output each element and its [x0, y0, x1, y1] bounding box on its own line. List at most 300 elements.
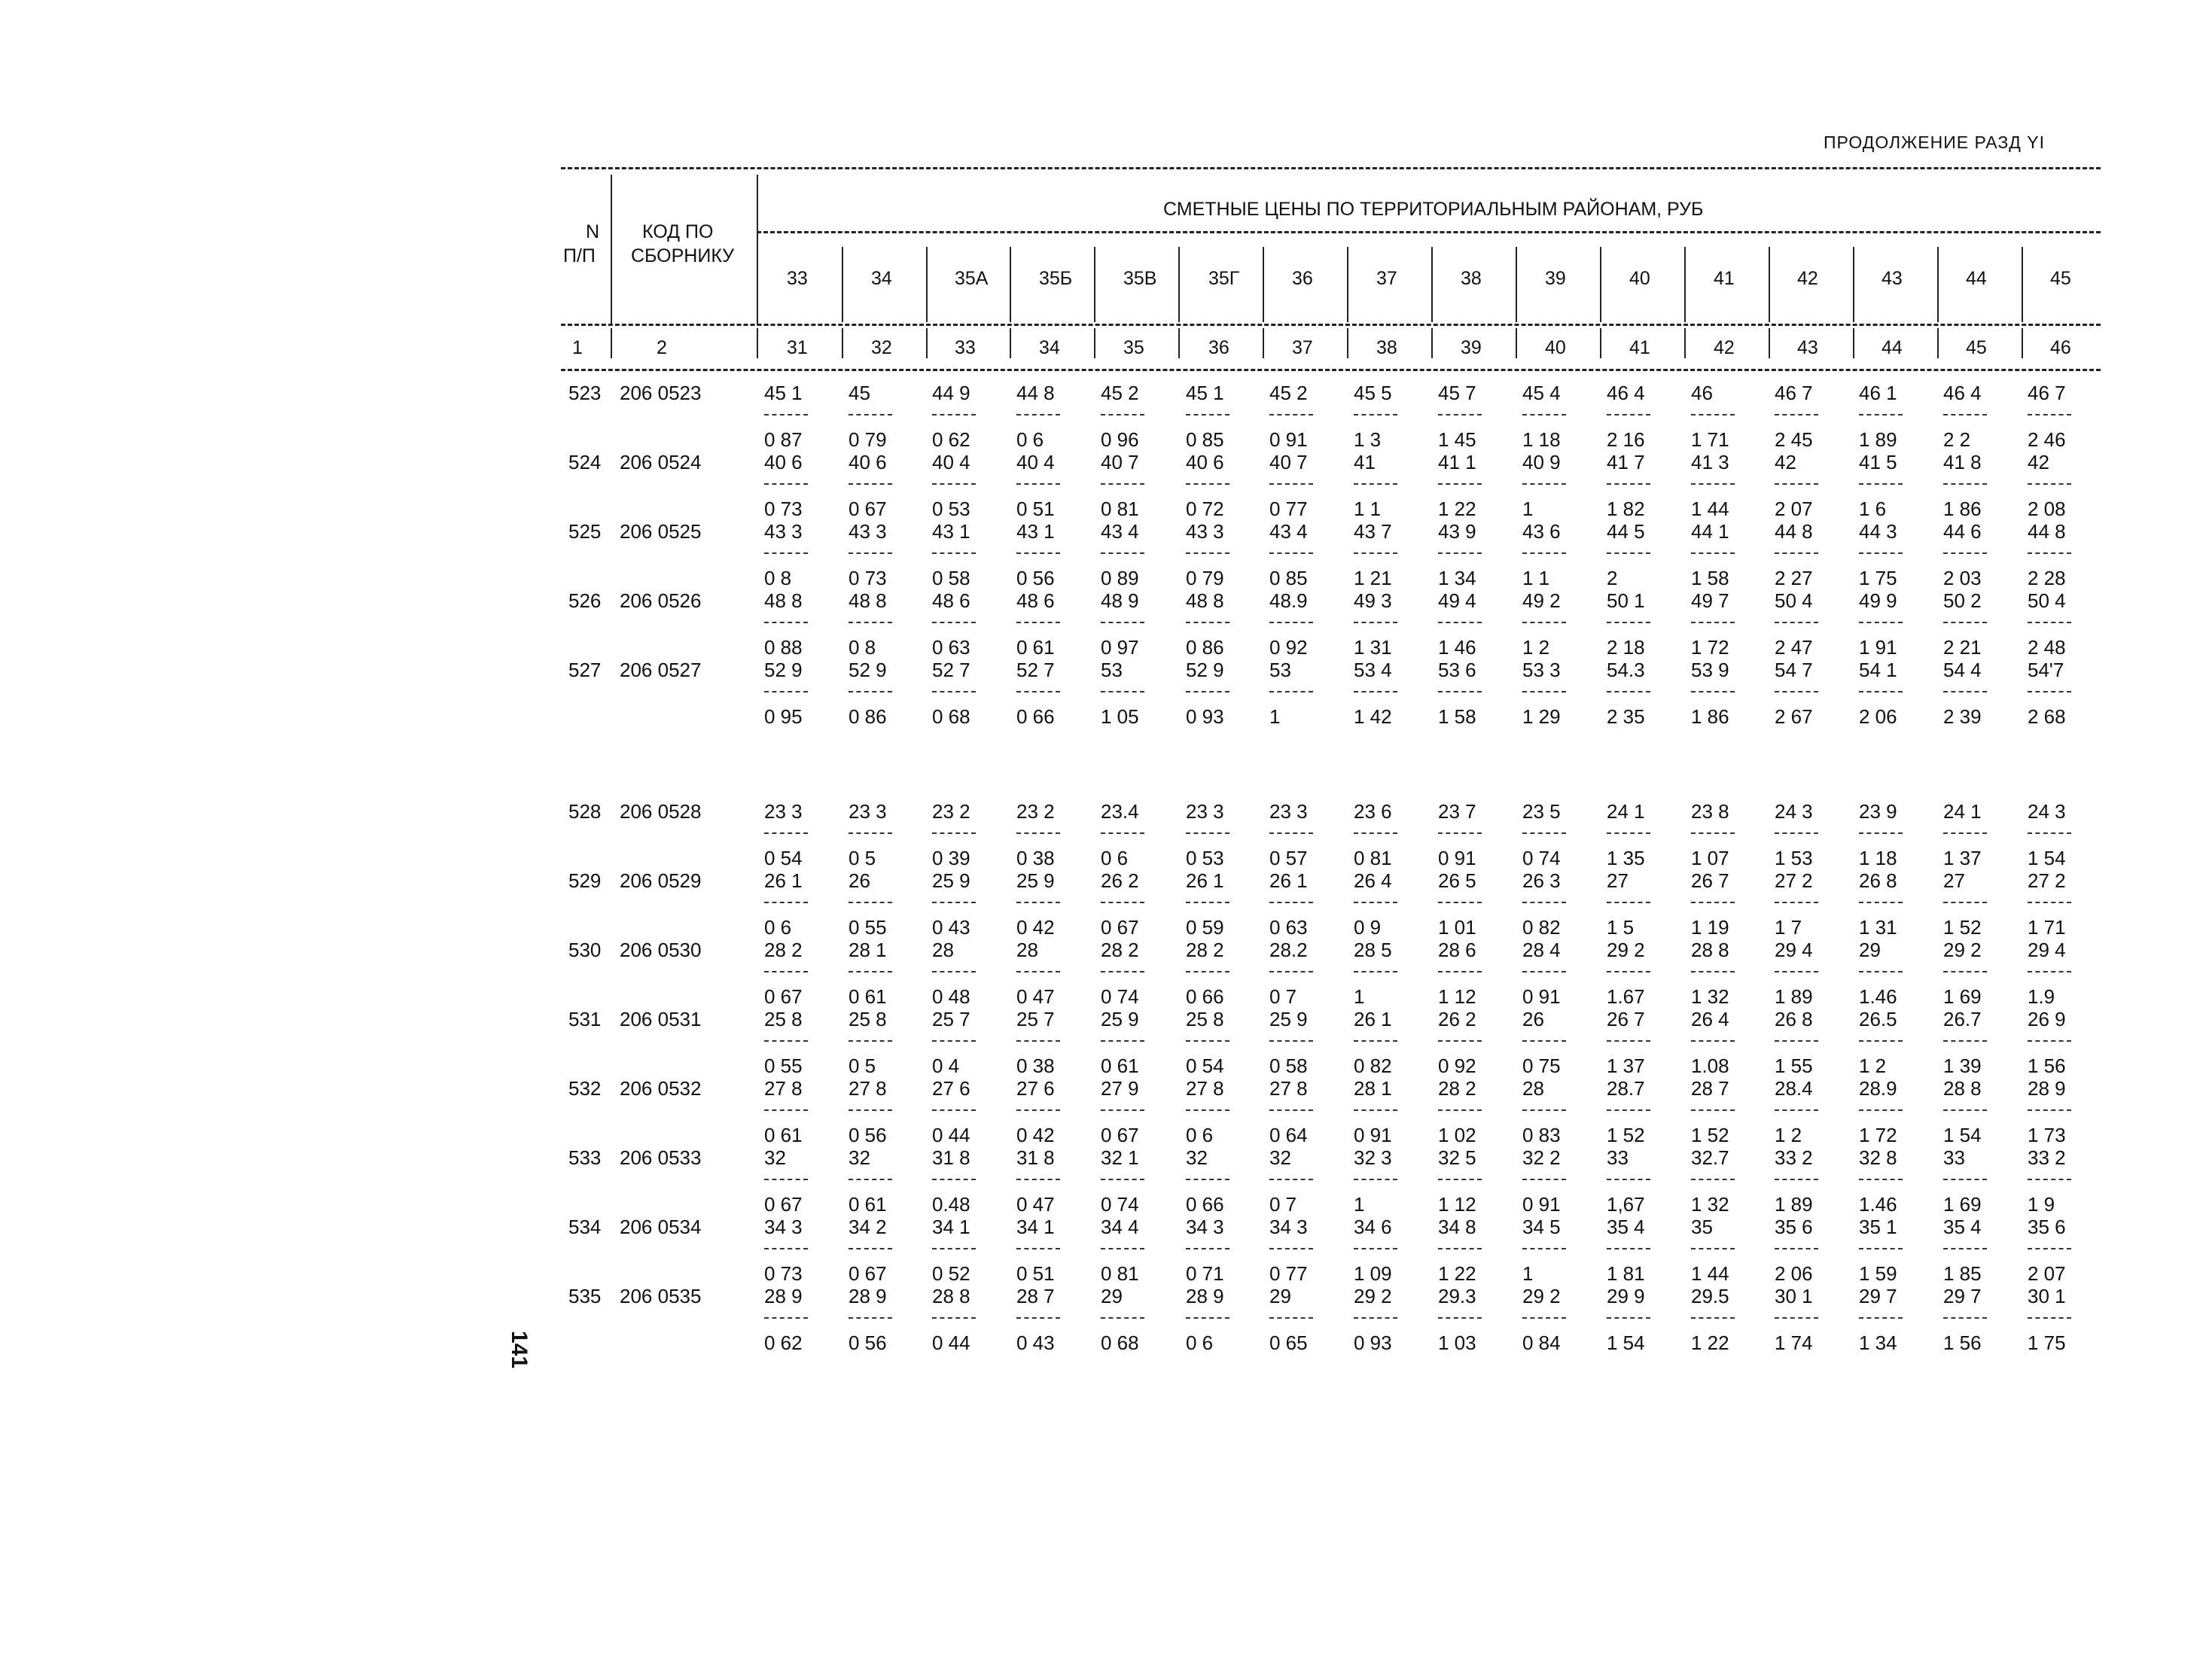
price-value: 29 7: [1943, 1285, 1982, 1307]
header-bottom-rule: [561, 369, 2101, 371]
price-subvalue: 1: [1522, 498, 1534, 520]
fraction-bar: [1354, 1248, 1397, 1249]
price-subvalue: 0 95: [764, 705, 803, 728]
price-value: 26.7: [1943, 1008, 1982, 1030]
price-subvalue: 1 22: [1438, 1262, 1476, 1285]
price-subvalue: 0 85: [1186, 428, 1224, 451]
price-value: 28 9: [849, 1285, 887, 1307]
fraction-bar: [2028, 552, 2071, 554]
price-subvalue: 0 65: [1269, 1332, 1308, 1354]
price-subvalue: 1 1: [1522, 567, 1550, 589]
price-subvalue: 0 58: [932, 567, 970, 589]
row-code: 206 0529: [620, 869, 702, 892]
price-subvalue: 1 37: [1607, 1055, 1645, 1077]
price-subvalue: 1 2: [1859, 1055, 1887, 1077]
price-value: 23 2: [1016, 800, 1055, 823]
price-subvalue: 0 81: [1101, 1262, 1139, 1285]
fraction-bar: [1438, 832, 1482, 834]
price-value: 50 2: [1943, 589, 1982, 612]
price-value: 45 1: [1186, 382, 1224, 404]
fraction-bar: [1522, 552, 1566, 554]
price-value: 29: [1859, 939, 1881, 961]
price-subvalue: 1 6: [1859, 498, 1887, 520]
price-subvalue: 0 9: [1354, 916, 1382, 939]
index-separator: [757, 328, 758, 358]
price-value: 23 3: [1186, 800, 1224, 823]
price-subvalue: 0 74: [1522, 847, 1561, 869]
price-value: 27 8: [1186, 1077, 1224, 1100]
price-value: 34 6: [1354, 1216, 1392, 1238]
price-value: 24 3: [2028, 800, 2066, 823]
fraction-bar: [1186, 832, 1229, 834]
district-separator: [757, 247, 758, 322]
price-subvalue: 1 56: [2028, 1055, 2066, 1077]
index-separator: [1516, 328, 1517, 358]
price-value: 46 7: [1775, 382, 1813, 404]
fraction-bar: [1101, 971, 1144, 972]
row-code: 206 0525: [620, 520, 702, 543]
price-subvalue: 0 91: [1354, 1124, 1392, 1146]
fraction-bar: [1691, 1248, 1735, 1249]
price-subvalue: 1 75: [2028, 1332, 2066, 1354]
price-value: 32: [1269, 1146, 1291, 1169]
fraction-bar: [1016, 483, 1060, 485]
price-subvalue: 0 7: [1269, 985, 1297, 1008]
fraction-bar: [1438, 1317, 1482, 1319]
fraction-bar: [1943, 971, 1987, 972]
price-subvalue: 0 87: [764, 428, 803, 451]
fraction-bar: [1943, 832, 1987, 834]
price-subvalue: 0 54: [1186, 1055, 1224, 1077]
index-separator: [1178, 328, 1180, 358]
price-subvalue: 0 51: [1016, 1262, 1055, 1285]
price-value: 25 9: [1101, 1008, 1139, 1030]
price-subvalue: 1 31: [1859, 916, 1897, 939]
fraction-bar: [849, 1040, 892, 1042]
fraction-bar: [1269, 832, 1313, 834]
price-subvalue: 2 07: [1775, 498, 1813, 520]
price-subvalue: 0 84: [1522, 1332, 1561, 1354]
fraction-bar: [1859, 1248, 1903, 1249]
price-value: 28 2: [1438, 1077, 1476, 1100]
price-subvalue: 1 55: [1775, 1055, 1813, 1077]
fraction-bar: [1775, 832, 1818, 834]
price-value: 26 9: [2028, 1008, 2066, 1030]
price-subvalue: 0 55: [849, 916, 887, 939]
price-subvalue: 0 48: [932, 985, 970, 1008]
price-value: 28 2: [1101, 939, 1139, 961]
fraction-bar: [1522, 483, 1566, 485]
column-number: 38: [1376, 337, 1397, 358]
price-value: 29.5: [1691, 1285, 1729, 1307]
price-subvalue: 1 54: [1943, 1124, 1982, 1146]
fraction-bar: [932, 1109, 976, 1111]
fraction-bar: [1607, 552, 1650, 554]
price-value: 43 3: [1186, 520, 1224, 543]
index-separator: [1853, 328, 1854, 358]
price-value: 26 5: [1438, 869, 1476, 892]
price-subvalue: 0 52: [932, 1262, 970, 1285]
price-value: 23.4: [1101, 800, 1139, 823]
price-subvalue: 2 06: [1859, 705, 1897, 728]
fraction-bar: [764, 902, 808, 903]
price-value: 41 5: [1859, 451, 1897, 473]
price-subvalue: 1 75: [1859, 567, 1897, 589]
fraction-bar: [2028, 1179, 2071, 1180]
header-mid-rule: [561, 324, 2101, 326]
price-value: 40 6: [849, 451, 887, 473]
fraction-bar: [1101, 552, 1144, 554]
continuation-label: ПРОДОЛЖЕНИЕ РАЗД YI: [1824, 132, 2045, 152]
district-header: 44: [1966, 268, 1987, 289]
price-subvalue: 0 43: [1016, 1332, 1055, 1354]
fraction-bar: [849, 483, 892, 485]
fraction-bar: [849, 832, 892, 834]
fraction-bar: [1016, 1248, 1060, 1249]
fraction-bar: [849, 971, 892, 972]
fraction-bar: [1016, 552, 1060, 554]
price-subvalue: 1.46: [1859, 985, 1897, 1008]
fraction-bar: [849, 902, 892, 903]
price-value: 29 2: [1522, 1285, 1561, 1307]
price-subvalue: 1 3: [1354, 428, 1382, 451]
fraction-bar: [1775, 414, 1818, 415]
fraction-bar: [849, 1317, 892, 1319]
fraction-bar: [1101, 1317, 1144, 1319]
price-subvalue: 2 21: [1943, 636, 1982, 659]
fraction-bar: [1438, 552, 1482, 554]
fraction-bar: [1016, 414, 1060, 415]
price-value: 43 4: [1269, 520, 1308, 543]
price-value: 40 4: [1016, 451, 1055, 473]
fraction-bar: [1186, 1179, 1229, 1180]
fraction-bar: [1691, 832, 1735, 834]
fraction-bar: [764, 1040, 808, 1042]
price-subvalue: 0 57: [1269, 847, 1308, 869]
fraction-bar: [1691, 1109, 1735, 1111]
district-separator: [1178, 247, 1180, 322]
price-value: 25 8: [764, 1008, 803, 1030]
price-value: 27 6: [932, 1077, 970, 1100]
price-value: 26 3: [1522, 869, 1561, 892]
price-value: 34 3: [1186, 1216, 1224, 1238]
index-separator: [1684, 328, 1686, 358]
price-subvalue: 1 58: [1438, 705, 1476, 728]
district-separator: [1347, 247, 1348, 322]
column-number: 36: [1208, 337, 1229, 358]
fraction-bar: [1522, 1040, 1566, 1042]
price-subvalue: 0 75: [1522, 1055, 1561, 1077]
fraction-bar: [1943, 691, 1987, 692]
price-subvalue: 0 92: [1438, 1055, 1476, 1077]
fraction-bar: [1438, 483, 1482, 485]
fraction-bar: [764, 483, 808, 485]
price-subvalue: 1,67: [1607, 1193, 1645, 1216]
price-subvalue: 0 62: [932, 428, 970, 451]
price-value: 45 5: [1354, 382, 1392, 404]
price-value: 28 6: [1438, 939, 1476, 961]
price-subvalue: 2 18: [1607, 636, 1645, 659]
price-subvalue: 0 47: [1016, 985, 1055, 1008]
fraction-bar: [932, 1040, 976, 1042]
row-code: 206 0526: [620, 589, 702, 612]
price-value: 26 8: [1859, 869, 1897, 892]
fraction-bar: [1607, 414, 1650, 415]
price-subvalue: 1 34: [1438, 567, 1476, 589]
fraction-bar: [932, 1317, 976, 1319]
fraction-bar: [2028, 622, 2071, 623]
price-subvalue: 1: [1522, 1262, 1534, 1285]
fraction-bar: [1269, 1248, 1313, 1249]
price-subvalue: 0 71: [1186, 1262, 1224, 1285]
price-subvalue: 1.9: [2028, 985, 2055, 1008]
price-subvalue: 1 22: [1691, 1332, 1729, 1354]
price-value: 28 2: [764, 939, 803, 961]
price-value: 28 9: [1186, 1285, 1224, 1307]
row-number: 532: [568, 1077, 602, 1100]
fraction-bar: [1522, 414, 1566, 415]
price-value: 23 6: [1354, 800, 1392, 823]
row-number: 531: [568, 1008, 602, 1030]
price-value: 29 2: [1354, 1285, 1392, 1307]
price-value: 45 4: [1522, 382, 1561, 404]
price-subvalue: 0 5: [849, 1055, 876, 1077]
price-subvalue: 1 74: [1775, 1332, 1813, 1354]
price-subvalue: 2 67: [1775, 705, 1813, 728]
fraction-bar: [1016, 691, 1060, 692]
price-subvalue: 0 68: [932, 705, 970, 728]
fraction-bar: [1691, 414, 1735, 415]
price-value: 30 1: [2028, 1285, 2066, 1307]
fraction-bar: [1186, 971, 1229, 972]
fraction-bar: [2028, 832, 2071, 834]
price-value: 32 8: [1859, 1146, 1897, 1169]
price-subvalue: 1 19: [1691, 916, 1729, 939]
fraction-bar: [1691, 1317, 1735, 1319]
price-subvalue: 0 58: [1269, 1055, 1308, 1077]
index-separator: [2022, 328, 2023, 358]
price-value: 28.9: [1859, 1077, 1897, 1100]
price-subvalue: 1 44: [1691, 1262, 1729, 1285]
column-number: 37: [1292, 337, 1313, 358]
fraction-bar: [1943, 1179, 1987, 1180]
price-subvalue: 0 39: [932, 847, 970, 869]
price-value: 29: [1101, 1285, 1123, 1307]
price-value: 43 4: [1101, 520, 1139, 543]
price-value: 32 3: [1354, 1146, 1392, 1169]
fraction-bar: [1269, 552, 1313, 554]
fraction-bar: [1186, 414, 1229, 415]
column-number: 34: [1039, 337, 1060, 358]
price-value: 25 9: [1016, 869, 1055, 892]
price-subvalue: 1 05: [1101, 705, 1139, 728]
price-value: 52 7: [1016, 659, 1055, 681]
fraction-bar: [1016, 971, 1060, 972]
fraction-bar: [1859, 1109, 1903, 1111]
price-subvalue: 0 67: [1101, 916, 1139, 939]
price-value: 29: [1269, 1285, 1291, 1307]
price-value: 52 7: [932, 659, 970, 681]
prices-title: СМЕТНЫЕ ЦЕНЫ ПО ТЕРРИТОРИАЛЬНЫМ РАЙОНАМ, РУБ: [1163, 199, 1704, 220]
price-subvalue: 0 6: [1186, 1332, 1214, 1354]
price-subvalue: 1 69: [1943, 1193, 1982, 1216]
price-value: 43 3: [849, 520, 887, 543]
price-value: 23 2: [932, 800, 970, 823]
price-value: 23 7: [1438, 800, 1476, 823]
fraction-bar: [1943, 1317, 1987, 1319]
price-subvalue: 1: [1354, 1193, 1365, 1216]
fraction-bar: [1354, 1109, 1397, 1111]
price-subvalue: 1 45: [1438, 428, 1476, 451]
price-subvalue: 0 77: [1269, 498, 1308, 520]
price-value: 27 9: [1101, 1077, 1139, 1100]
price-subvalue: 2 28: [2028, 567, 2066, 589]
fraction-bar: [1269, 1317, 1313, 1319]
fraction-bar: [1186, 1109, 1229, 1111]
row-number: 534: [568, 1216, 602, 1238]
price-value: 53 4: [1354, 659, 1392, 681]
price-value: 48 8: [764, 589, 803, 612]
price-subvalue: 0 72: [1186, 498, 1224, 520]
price-subvalue: 0 77: [1269, 1262, 1308, 1285]
price-subvalue: 1 5: [1607, 916, 1635, 939]
price-value: 28: [932, 939, 954, 961]
fraction-bar: [1859, 414, 1903, 415]
price-value: 40 4: [932, 451, 970, 473]
price-value: 53: [1101, 659, 1123, 681]
row-code: 206 0531: [620, 1008, 702, 1030]
price-subvalue: 0 38: [1016, 847, 1055, 869]
page-number: 141: [507, 1331, 532, 1369]
district-separator: [2022, 247, 2023, 322]
fraction-bar: [1775, 622, 1818, 623]
price-value: 45: [849, 382, 870, 404]
price-subvalue: 1 9: [2028, 1193, 2055, 1216]
price-subvalue: 0 44: [932, 1124, 970, 1146]
price-subvalue: 1 52: [1607, 1124, 1645, 1146]
row-code: 206 0524: [620, 451, 702, 473]
price-value: 26 2: [1438, 1008, 1476, 1030]
price-value: 34 5: [1522, 1216, 1561, 1238]
price-subvalue: 1 18: [1859, 847, 1897, 869]
fraction-bar: [2028, 483, 2071, 485]
price-subvalue: 0 61: [764, 1124, 803, 1146]
price-subvalue: 0 91: [1269, 428, 1308, 451]
price-value: 23 3: [764, 800, 803, 823]
row-code: 206 0530: [620, 939, 702, 961]
price-subvalue: 0 64: [1269, 1124, 1308, 1146]
fraction-bar: [1186, 483, 1229, 485]
fraction-bar: [1438, 1109, 1482, 1111]
price-subvalue: 1 73: [2028, 1124, 2066, 1146]
price-value: 34 3: [1269, 1216, 1308, 1238]
fraction-bar: [1101, 483, 1144, 485]
fraction-bar: [1101, 1179, 1144, 1180]
price-value: 46 4: [1943, 382, 1982, 404]
fraction-bar: [764, 414, 808, 415]
price-value: 32: [764, 1146, 786, 1169]
price-value: 27: [1607, 869, 1629, 892]
fraction-bar: [932, 483, 976, 485]
fraction-bar: [764, 1248, 808, 1249]
fraction-bar: [932, 832, 976, 834]
price-value: 27 8: [849, 1077, 887, 1100]
price-value: 35 4: [1607, 1216, 1645, 1238]
price-value: 41 3: [1691, 451, 1729, 473]
price-subvalue: 0 68: [1101, 1332, 1139, 1354]
row-code: 206 0527: [620, 659, 702, 681]
price-value: 34 3: [764, 1216, 803, 1238]
price-value: 26 4: [1354, 869, 1392, 892]
fraction-bar: [1607, 902, 1650, 903]
price-subvalue: 0 5: [849, 847, 876, 869]
fraction-bar: [932, 414, 976, 415]
price-value: 40 6: [764, 451, 803, 473]
fraction-bar: [1269, 971, 1313, 972]
price-subvalue: 1 58: [1691, 567, 1729, 589]
price-subvalue: 0 6: [1101, 847, 1129, 869]
price-subvalue: 0 54: [764, 847, 803, 869]
fraction-bar: [1859, 1179, 1903, 1180]
price-subvalue: 1 2: [1775, 1124, 1802, 1146]
price-subvalue: 1: [1269, 705, 1281, 728]
price-value: 28.7: [1607, 1077, 1645, 1100]
fraction-bar: [1775, 1109, 1818, 1111]
price-subvalue: 0 61: [849, 985, 887, 1008]
price-value: 34 1: [1016, 1216, 1055, 1238]
price-subvalue: 1 32: [1691, 1193, 1729, 1216]
district-header: 34: [871, 268, 892, 289]
price-value: 26: [849, 869, 870, 892]
fraction-bar: [1438, 1179, 1482, 1180]
fraction-bar: [1775, 552, 1818, 554]
price-subvalue: 2 16: [1607, 428, 1645, 451]
fraction-bar: [1016, 1179, 1060, 1180]
fraction-bar: [764, 971, 808, 972]
fraction-bar: [1859, 483, 1903, 485]
price-subvalue: 0 91: [1522, 1193, 1561, 1216]
price-subvalue: 0 93: [1354, 1332, 1392, 1354]
price-subvalue: 0 53: [932, 498, 970, 520]
price-subvalue: 0 63: [932, 636, 970, 659]
district-header: 35Г: [1208, 268, 1240, 289]
fraction-bar: [1607, 1179, 1650, 1180]
col-index-1: 1: [572, 337, 583, 358]
price-subvalue: 1 03: [1438, 1332, 1476, 1354]
price-subvalue: 0 79: [849, 428, 887, 451]
fraction-bar: [764, 1179, 808, 1180]
price-subvalue: 0 89: [1101, 567, 1139, 589]
price-value: 43 7: [1354, 520, 1392, 543]
price-value: 32 2: [1522, 1146, 1561, 1169]
price-value: 48 8: [1186, 589, 1224, 612]
price-value: 35 6: [1775, 1216, 1813, 1238]
price-subvalue: 1: [1354, 985, 1365, 1008]
column-number: 33: [955, 337, 976, 358]
fraction-bar: [1269, 483, 1313, 485]
fraction-bar: [1354, 414, 1397, 415]
price-subvalue: 0 42: [1016, 916, 1055, 939]
fraction-bar: [2028, 1317, 2071, 1319]
fraction-bar: [1016, 1040, 1060, 1042]
row-number: 530: [568, 939, 602, 961]
price-value: 44 1: [1691, 520, 1729, 543]
price-value: 25 9: [932, 869, 970, 892]
fraction-bar: [1775, 1248, 1818, 1249]
price-value: 25 8: [849, 1008, 887, 1030]
price-value: 45 7: [1438, 382, 1476, 404]
fraction-bar: [1943, 1040, 1987, 1042]
